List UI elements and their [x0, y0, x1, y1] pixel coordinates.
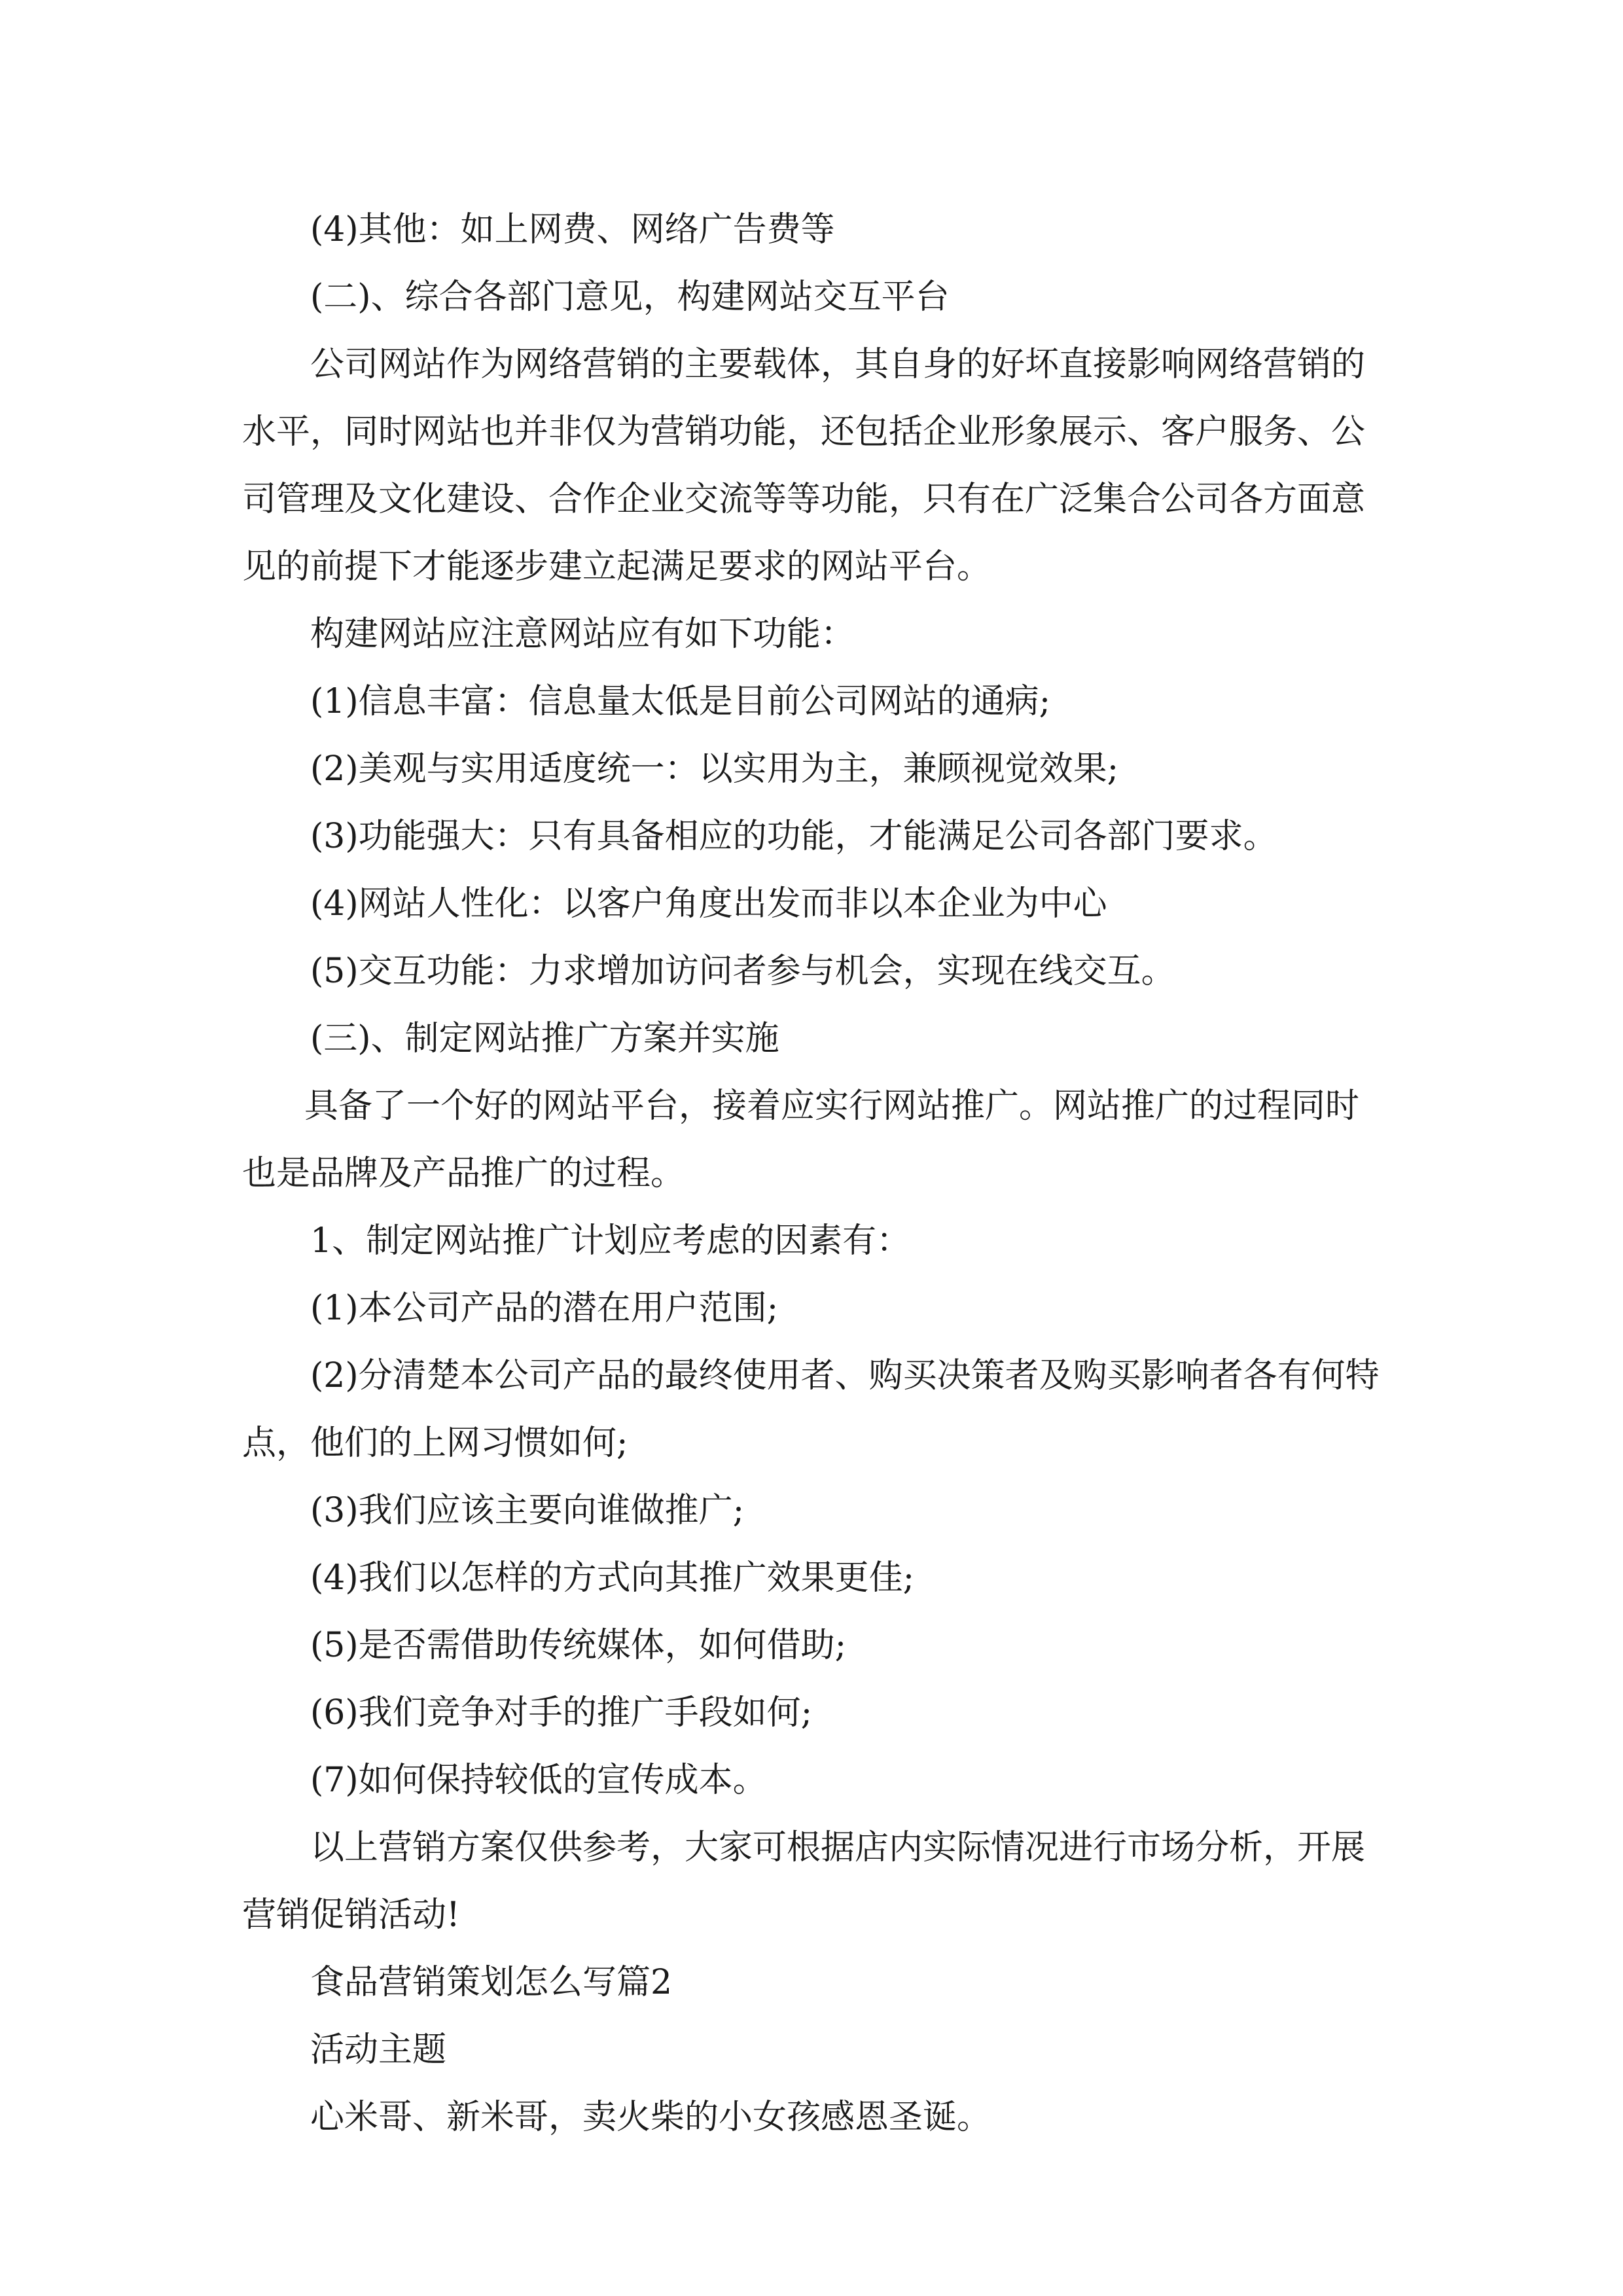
paragraph-website-functions-intro: 构建网站应注意网站应有如下功能： — [310, 615, 855, 654]
list-item-traditional-media: (5)是否需借助传统媒体，如何借助; — [310, 1626, 847, 1665]
paragraph-conclusion: 以上营销方案仅供参考，大家可根据店内实际情况进行市场分析，开展营销促销活动! — [242, 1828, 1366, 1935]
section-heading-3: (三)、制定网站推广方案并实施 — [310, 1019, 779, 1058]
list-item-aesthetics: (2)美观与实用适度统一：以实用为主，兼顾视觉效果; — [310, 749, 1119, 789]
list-item-interactive: (5)交互功能：力求增加访问者参与机会，实现在线交互。 — [310, 952, 1175, 991]
list-item-humanized: (4)网站人性化：以客户角度出发而非以本企业为中心 — [310, 884, 1107, 924]
list-item-powerful: (3)功能强大：只有具备相应的功能，才能满足公司各部门要求。 — [310, 817, 1277, 856]
paragraph-promotion-factors: 1、制定网站推广计划应考虑的因素有： — [310, 1221, 911, 1261]
list-item-rich-info: (1)信息丰富：信息量太低是目前公司网站的通病; — [310, 682, 1051, 721]
subheading-activity-theme: 活动主题 — [310, 2030, 447, 2070]
paragraph-activity-theme: 心米哥、新米哥，卖火柴的小女孩感恩圣诞。 — [310, 2098, 991, 2137]
document-body — [242, 196, 1387, 2151]
list-item-user-types: (2)分清楚本公司产品的最终使用者、购买决策者及购买影响者各有何特点，他们的上网习惯如何; — [242, 1356, 1380, 1463]
paragraph-website-promotion: 具备了一个好的网站平台，接着应实行网站推广。网站推广的过程同时也是品牌及产品推广的过程。 — [242, 1086, 1360, 1193]
list-item-competitors: (6)我们竞争对手的推广手段如何; — [310, 1693, 813, 1732]
paragraph-website-carrier: 公司网站作为网络营销的主要载体，其自身的好坏直接影响网络营销的水平，同时网站也并非仅为营销功能，还包括企业形象展示、客户服务、公司管理及文化建设、合作企业交流等等功能，只有在广泛集合公司各方面意见的前提下才能逐步建立起满足要求的网站平台。 — [242, 345, 1366, 586]
list-item-potential-users: (1)本公司产品的潜在用户范围; — [310, 1289, 779, 1328]
list-item-method: (4)我们以怎样的方式向其推广效果更佳; — [310, 1558, 915, 1598]
list-item-other-costs: (4)其他：如上网费、网络广告费等 — [310, 210, 835, 249]
article-title-2: 食品营销策划怎么写篇2 — [310, 1963, 673, 2002]
list-item-low-cost: (7)如何保持较低的宣传成本。 — [310, 1761, 767, 1800]
list-item-target: (3)我们应该主要向谁做推广; — [310, 1491, 745, 1530]
section-heading-2: (二)、综合各部门意见，构建网站交互平台 — [310, 278, 950, 317]
